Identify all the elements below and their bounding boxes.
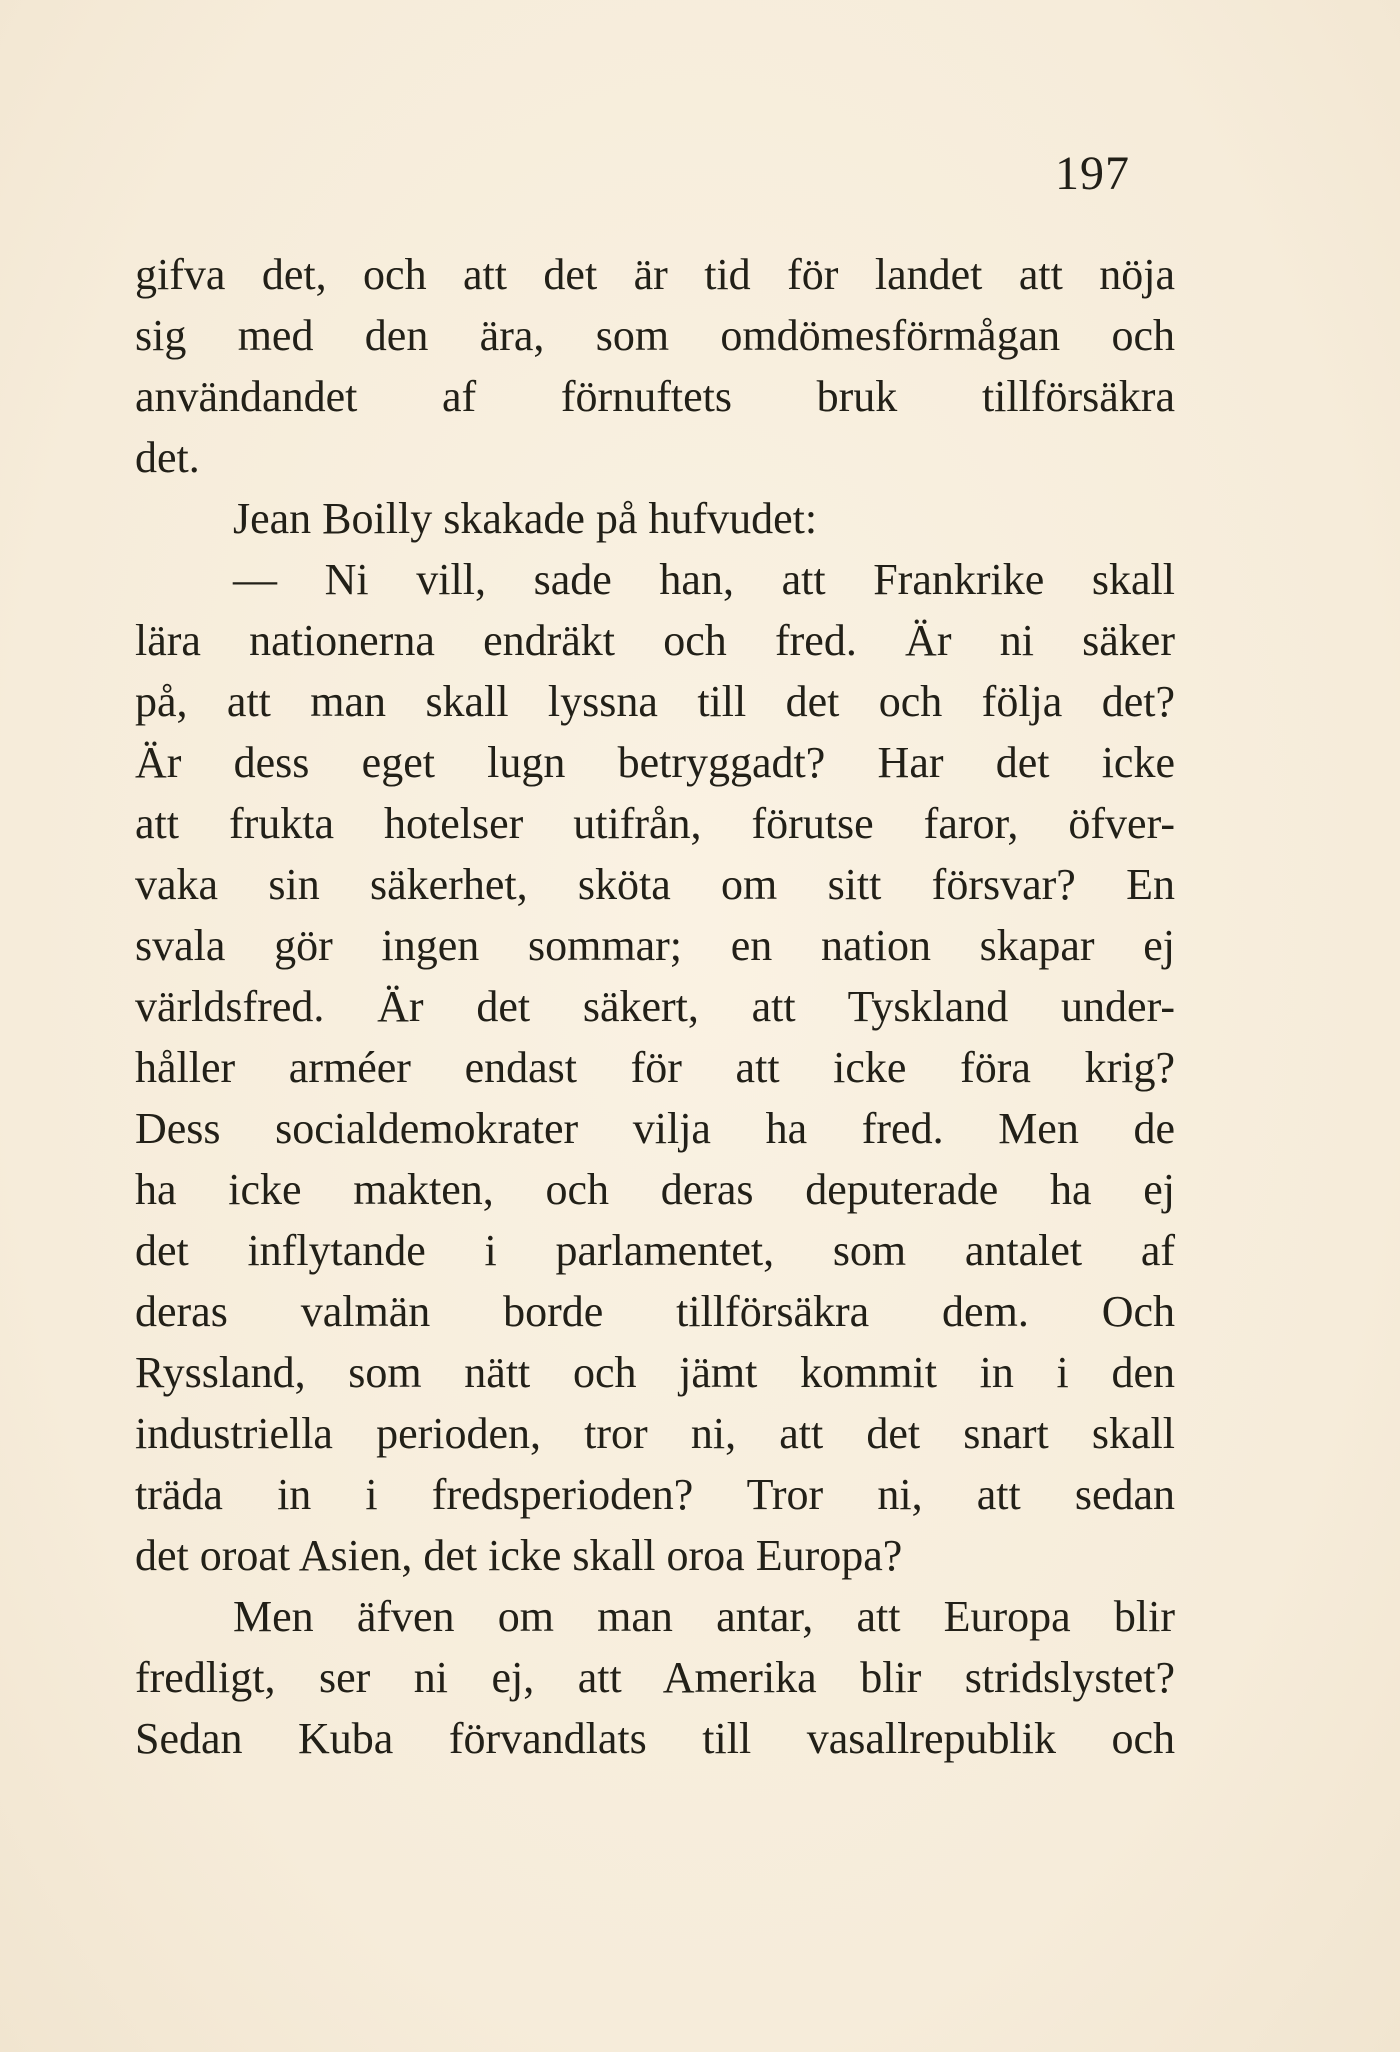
text-line: det. (135, 433, 200, 482)
text-line: lära nationerna endräkt och fred. Är ni säker (135, 616, 1175, 665)
text-line: fredligt, ser ni ej, att Amerika blir stridslystet? (135, 1653, 1175, 1702)
text-line: ha icke makten, och deras deputerade ha ej (135, 1165, 1175, 1214)
text-line: Jean Boilly skakade på hufvudet: (233, 494, 818, 543)
text-line: Dess socialdemokrater vilja ha fred. Men de (135, 1104, 1175, 1153)
page-number: 197 (1055, 147, 1130, 200)
text-line: håller arméer endast för att icke föra krig? (135, 1043, 1175, 1092)
text-line: — Ni vill, sade han, att Frankrike skall (233, 555, 1175, 604)
text-line: på, att man skall lyssna till det och följa det? (135, 677, 1175, 726)
text-line: det oroat Asien, det icke skall oroa Europa? (135, 1531, 903, 1580)
text-line: träda in i fredsperioden? Tror ni, att sedan (135, 1470, 1175, 1519)
text-line: gifva det, och att det är tid för landet att nöja (135, 250, 1175, 299)
text-line: det inflytande i parlamentet, som antalet af (135, 1226, 1175, 1275)
text-line: Är dess eget lugn betryggadt? Har det icke (135, 738, 1175, 787)
text-line: svala gör ingen sommar; en nation skapar ej (135, 921, 1175, 970)
body-text (135, 244, 1175, 1769)
text-line: världsfred. Är det säkert, att Tyskland under- (135, 982, 1175, 1031)
text-line: att frukta hotelser utifrån, förutse faror, öfver- (135, 799, 1175, 848)
text-line: sig med den ära, som omdömesförmågan och (135, 311, 1175, 360)
text-line: deras valmän borde tillförsäkra dem. Och (135, 1287, 1175, 1336)
text-line: användandet af förnuftets bruk tillförsäkra (135, 372, 1175, 421)
text-line: vaka sin säkerhet, sköta om sitt försvar? En (135, 860, 1175, 909)
text-line: industriella perioden, tror ni, att det snart skall (135, 1409, 1175, 1458)
text-line: Sedan Kuba förvandlats till vasallrepublik och (135, 1714, 1175, 1763)
text-line: Men äfven om man antar, att Europa blir (233, 1592, 1175, 1641)
text-line: Ryssland, som nätt och jämt kommit in i den (135, 1348, 1175, 1397)
